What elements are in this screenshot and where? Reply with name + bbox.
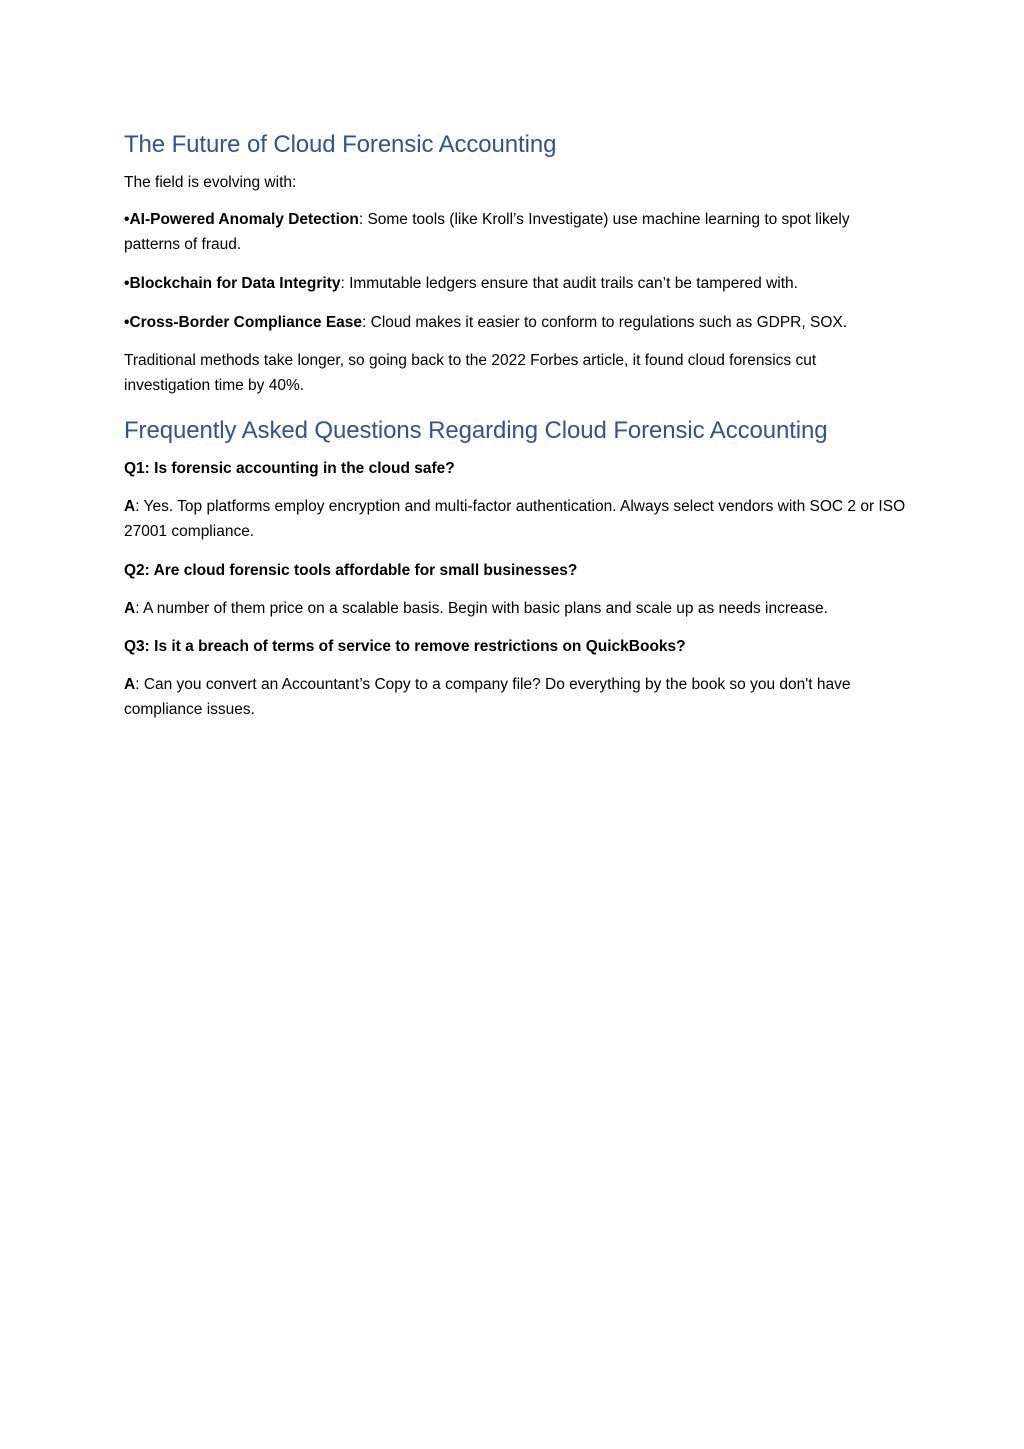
section-heading-faq: Frequently Asked Questions Regarding Cloud Forensic Accounting [124, 417, 828, 444]
question-text: Q1: Is forensic accounting in the cloud safe? [124, 460, 455, 477]
bullet-text: : Cloud makes it easier to conform to regulations such as GDPR, SOX. [362, 314, 848, 331]
question-text: Q2: Are cloud forensic tools affordable for small businesses? [124, 562, 578, 579]
bullet-marker: • [124, 275, 130, 292]
bullet-term: Cross-Border Compliance Ease [129, 314, 363, 331]
bullet-marker: • [124, 314, 130, 331]
intro-paragraph: The field is evolving with: [124, 174, 297, 191]
bullet-marker: • [124, 211, 130, 228]
closing-paragraph: Traditional methods take longer, so going back to the 2022 Forbes article, it found cloud forensics cut investigation time by 40%. [124, 352, 817, 394]
faq-answer-3 [124, 672, 904, 722]
bullet-term: Blockchain for Data Integrity [129, 275, 341, 292]
answer-label: A [124, 600, 136, 617]
faq-question-2 [124, 558, 577, 583]
bullet-item-blockchain [124, 271, 904, 296]
section-heading-future: The Future of Cloud Forensic Accounting [124, 131, 557, 158]
bullet-text: : Immutable ledgers ensure that audit trails can’t be tampered with. [340, 275, 798, 292]
answer-text: : A number of them price on a scalable basis. Begin with basic plans and scale up as needs increase. [135, 600, 828, 617]
answer-label: A [124, 498, 136, 515]
faq-answer-2 [124, 596, 914, 621]
question-text: Q3: Is it a breach of terms of service to remove restrictions on QuickBooks? [124, 638, 686, 655]
faq-question-3 [124, 634, 686, 659]
bullet-item-ai [124, 207, 904, 257]
bullet-text: : Some tools (like Kroll’s Investigate) use machine learning to spot likely patterns of fraud. [124, 211, 850, 253]
bullet-term: AI-Powered Anomaly Detection [129, 211, 359, 228]
answer-text: : Can you convert an Accountant’s Copy to a company file? Do everything by the book so you don't have compliance issues. [124, 676, 851, 718]
answer-label: A [124, 676, 136, 693]
faq-question-1 [124, 456, 455, 481]
answer-text: : Yes. Top platforms employ encryption and multi-factor authentication. Always select vendors with SOC 2 or ISO 27001 compliance. [124, 498, 906, 540]
faq-answer-1 [124, 494, 914, 544]
bullet-item-compliance [124, 310, 904, 335]
